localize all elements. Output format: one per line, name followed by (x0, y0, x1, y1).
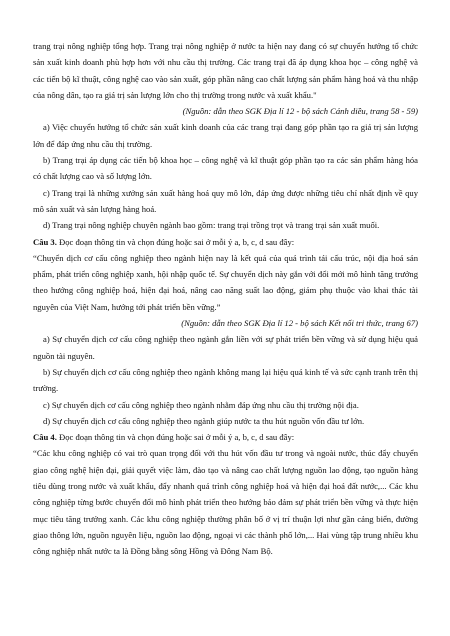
question-4-passage: “Các khu công nghiệp có vai trò quan trọng đối với thu hút vốn đầu tư trong và ngoài nước, thúc đẩy chuyển giao công nghệ hiện đại, giải quyết việc làm, đào tạo và nâng cao chất lượng nguồn lao động, tạo nguồn hàng tiêu dùng trong nước và xuất khẩu, đẩy nhanh quá trình công nghiệp hoá và hiện đại hoá đất nước,... Các khu công nghiệp từng bước chuyển đổi mô hình phát triển theo hướng bảo đảm sự phát triển bền vững và thực hiện mục tiêu tăng trưởng xanh. Các khu công nghiệp thường phân bố ở vị trí thuận lợi như gần cảng biển, đường giao thông lớn, nguồn nguyên liệu, nguồn lao động, ngoại vi các thành phố lớn,... Hai vùng tập trung nhiều khu công nghiệp nhất nước ta là Đồng bằng sông Hồng và Đông Nam Bộ. (33, 448, 418, 557)
source-citation-2: (Nguồn: dẫn theo SGK Địa lí 12 - bộ sách Kết nối tri thức, trang 67) (181, 318, 418, 329)
passage-continuation: trang trại nông nghiệp tổng hợp. Trang trại nông nghiệp ở nước ta hiện nay đang có sự chuyển hướng tổ chức sản xuất kinh doanh phù hợp hơn với nhu cầu thị trường. Các trang trại đã áp dụng khoa học – công nghệ và các tiến bộ kĩ thuật, công nghệ cao vào sản xuất, góp phần nâng cao chất lượng sản phẩm hàng hoá và thu nhập của nông dân, tạo ra giá trị sản lượng lớn cho thị trường trong nước và xuất khẩu." (33, 41, 418, 100)
q2-option-d: d) Trang trại nông nghiệp chuyên ngành bao gồm: trang trại trồng trọt và trang trại sản xuất muối. (43, 220, 380, 231)
question-3-prompt: Đọc đoạn thông tin và chọn đúng hoặc sai ở mỗi ý a, b, c, d sau đây: (59, 236, 295, 247)
q2-option-b: b) Trang trại áp dụng các tiến bộ khoa học – công nghệ và kĩ thuật góp phần tạo ra các sản phẩm hàng hóa có chất lượng cao và số lượng lớn. (33, 155, 418, 182)
question-4-label: Câu 4. (33, 432, 57, 443)
q2-option-a: a) Việc chuyển hướng tổ chức sản xuất kinh doanh của các trang trại đang góp phần tạo ra giá trị sản lượng lớn để đáp ứng nhu cầu thị trường. (33, 122, 418, 149)
question-3-passage: “Chuyển dịch cơ cấu công nghiệp theo ngành hiện nay là kết quả của quá trình tái cấu trúc, nội địa hoá sản phẩm, phát triển công nghiệp xanh, hội nhập quốc tế. Sự chuyển dịch này gắn với đổi mới mô hình tăng trưởng theo hướng công nghiệp hoá, hiện đại hoá, nâng cao năng suất lao động, giảm phụ thuộc vào khai thác tài nguyên của Việt Nam, hướng tới phát triển bền vững.” (33, 252, 418, 312)
q2-option-c: c) Trang trại là những xưởng sản xuất hàng hoá quy mô lớn, đáp ứng được những tiêu chí nhất định về quy mô sản xuất và sản lượng hàng hoá. (33, 187, 418, 214)
q3-option-a: a) Sự chuyển dịch cơ cấu công nghiệp theo ngành gắn liền với sự phát triển bền vững và sử dụng hiệu quả nguồn tài nguyên. (33, 334, 418, 361)
question-4-heading (33, 429, 418, 445)
q3-option-c: c) Sự chuyển dịch cơ cấu công nghiệp theo ngành nhằm đáp ứng nhu cầu thị trường nội địa. (43, 399, 359, 410)
question-3-label: Câu 3. (33, 236, 57, 247)
question-4-prompt: Đọc đoạn thông tin và chọn đúng hoặc sai ở mỗi ý a, b, c, d sau đây: (59, 432, 295, 443)
question-3-heading (33, 234, 418, 250)
q3-option-d: d) Sự chuyển dịch cơ cấu công nghiệp theo ngành giúp nước ta thu hút nguồn vốn đầu tư lớn. (43, 415, 365, 426)
source-citation-1: (Nguồn: dẫn theo SGK Địa lí 12 - bộ sách Cánh diều, trang 58 - 59) (182, 106, 418, 117)
q3-option-b: b) Sự chuyển dịch cơ cấu công nghiệp theo ngành không mang lại hiệu quả kinh tế và sức cạnh tranh trên thị trường. (33, 366, 418, 394)
